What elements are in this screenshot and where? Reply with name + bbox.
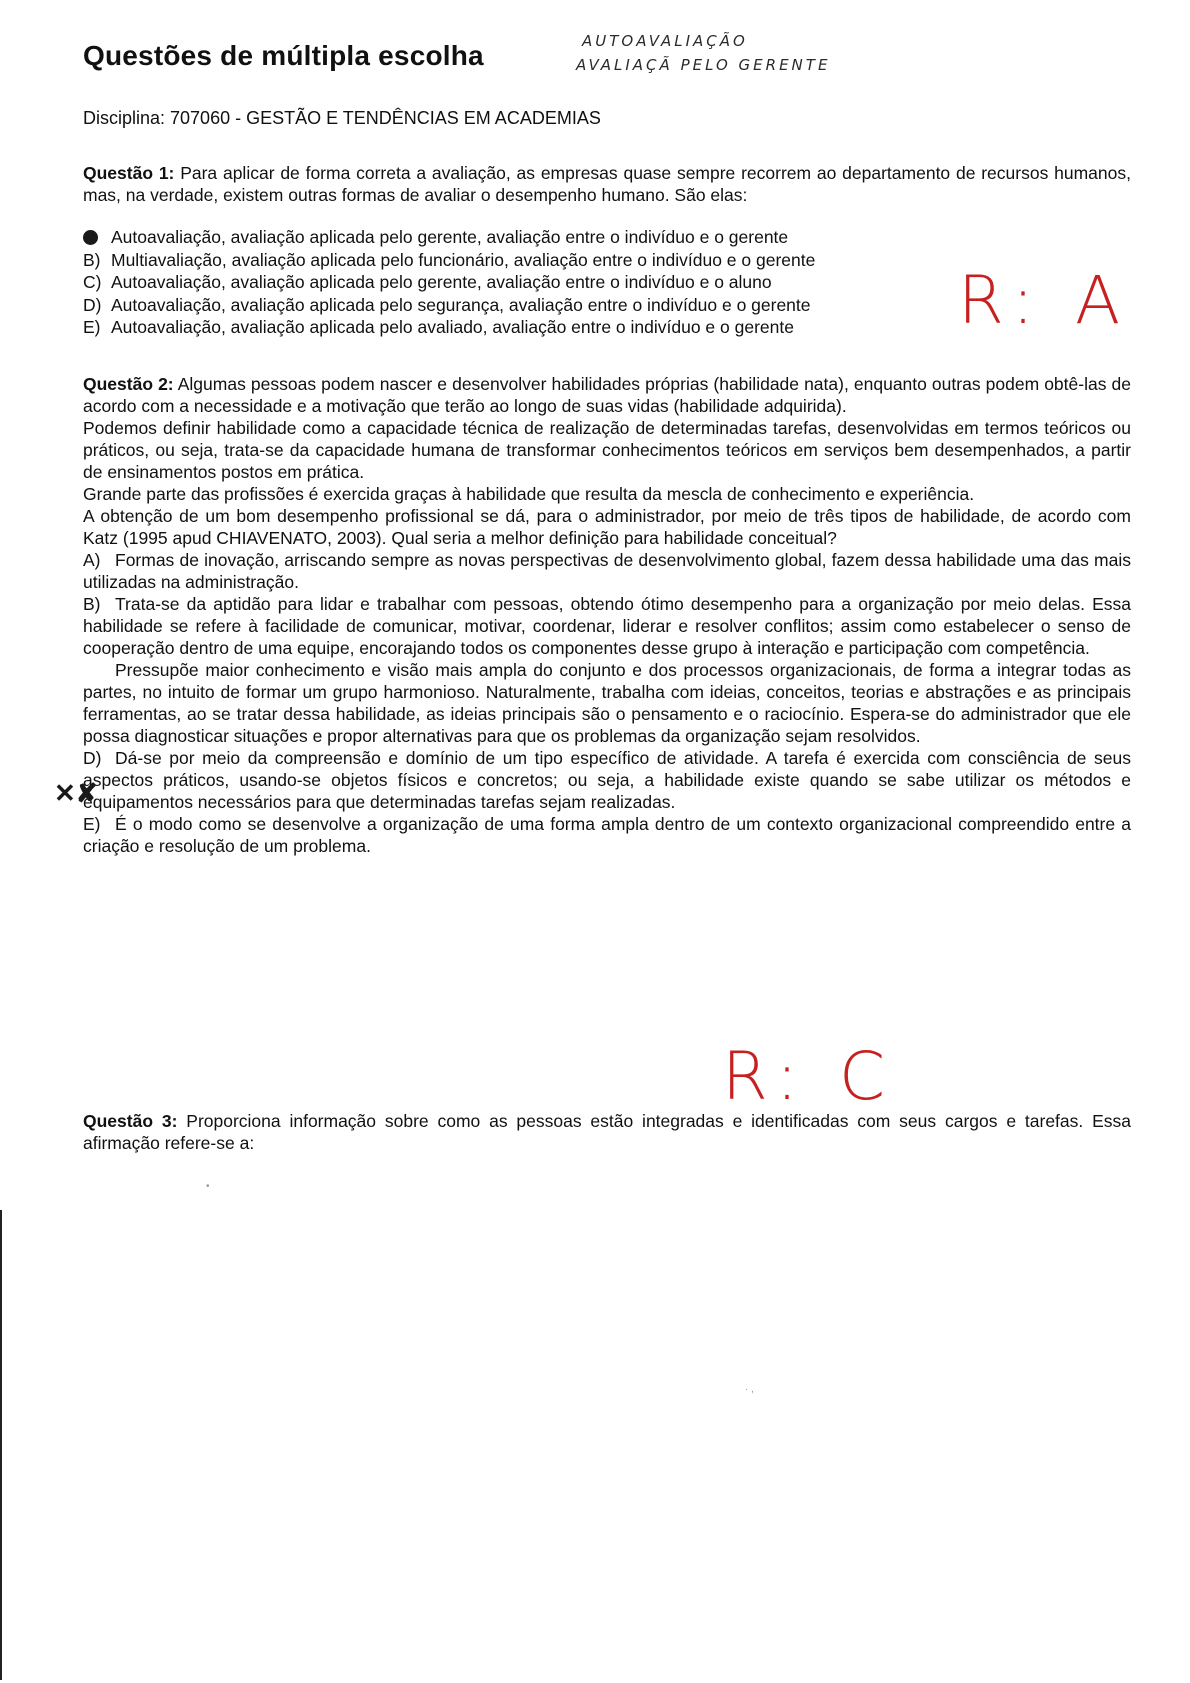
q1-option-c-text: Autoavaliação, avaliação aplicada pelo gerente, avaliação entre o indivíduo e o aluno	[111, 272, 772, 292]
handwritten-note-line1: AUTOAVALIAÇÃO	[582, 32, 748, 50]
q2-option-a[interactable]	[83, 549, 1131, 593]
q1-option-b-letter: B)	[83, 249, 101, 270]
q1-option-c-letter: C)	[83, 272, 102, 292]
question-2-p3: Grande parte das profissões é exercida graças à habilidade que resulta da mescla de conhecimento e experiência.	[83, 484, 975, 504]
q2-option-b[interactable]	[83, 593, 1131, 659]
q2-option-e[interactable]	[83, 813, 1131, 857]
question-3-text: Proporciona informação sobre como as pessoas estão integradas e identificadas com seus cargos e tarefas. Essa afirmação refere-se a:	[83, 1111, 1131, 1153]
scan-edge-line	[0, 1210, 2, 1680]
question-1-label: Questão 1:	[83, 163, 175, 183]
q2-option-e-text: É o modo como se desenvolve a organização de uma forma ampla dentro de um contexto organizacional compreendido entre a criação e resolução de um problema.	[83, 814, 1131, 856]
q2-option-e-letter: E)	[83, 814, 101, 834]
handwritten-answer-q1: R: A	[958, 262, 1131, 339]
q2-option-c-text: Pressupõe maior conhecimento e visão mais ampla do conjunto e dos processos organizacionais, de forma a integrar todas as partes, no intuito de formar um grupo harmonioso. Naturalmente, trabalha com ideias, conceitos, teorias e abstrações e as principais ferramentas, ao se tratar dessa habilidade, as ideias principais são o pensamento e o raciocínio. Espera-se do administrador que ele possa diagnosticar situações e propor alternativas para que os problemas da organização sejam resolvidos.	[83, 660, 1131, 746]
q2-option-a-text: Formas de inovação, arriscando sempre as novas perspectivas de desenvolvimento global, fazem dessa habilidade uma das mais utilizadas na administração.	[83, 550, 1131, 592]
question-3	[83, 1110, 1131, 1154]
q2-option-a-letter: A)	[83, 550, 101, 570]
q2-option-d-text: Dá-se por meio da compreensão e domínio de um tipo específico de atividade. A tarefa é exercida com consciência de seus aspectos práticos, usando-se objetos físicos e concretos; ou seja, a habilidade existe quando se sabe utilizar os métodos e equipamentos necessários para que determinadas tarefas sejam realizadas.	[83, 748, 1131, 812]
q2-option-b-letter: B)	[83, 594, 101, 614]
scan-speck: •	[206, 1181, 210, 1192]
question-2-p4: A obtenção de um bom desempenho profissional se dá, para o administrador, por meio de três tipos de habilidade, de acordo com Katz (1995 apud CHIAVENATO, 2003). Qual seria a melhor definição para habilidade conceitual?	[83, 506, 1131, 548]
scan-speck: · ,	[745, 1384, 754, 1395]
question-2	[83, 373, 1131, 857]
question-2-label: Questão 2:	[83, 374, 174, 394]
handwritten-answer-q2: R: C	[722, 1038, 896, 1115]
question-2-p1: Algumas pessoas podem nascer e desenvolver habilidades próprias (habilidade nata), enquanto outras podem obtê-las de acordo com a necessidade e a motivação que terão ao longo de suas vidas (habilidade adquirida).	[83, 374, 1131, 416]
page-title: Questões de múltipla escolha	[83, 40, 484, 71]
q1-option-e-text: Autoavaliação, avaliação aplicada pelo avaliado, avaliação entre o indivíduo e o gerente	[111, 317, 794, 337]
q1-option-b-text: Multiavaliação, avaliação aplicada pelo funcionário, avaliação entre o indivíduo e o gerente	[111, 249, 816, 270]
question-1-text: Para aplicar de forma correta a avaliação, as empresas quase sempre recorrem ao departamento de recursos humanos, mas, na verdade, existem outras formas de avaliar o desempenho humano. São elas:	[83, 163, 1131, 205]
discipline-line: Disciplina: 707060 - GESTÃO E TENDÊNCIAS EM ACADEMIAS	[83, 108, 601, 128]
q2-option-b-text: Trata-se da aptidão para lidar e trabalhar com pessoas, obtendo ótimo desempenho para a organização por meio delas. Essa habilidade se refere à facilidade de comunicar, motivar, coordenar, liderar e resolver conflitos; assim como estabelecer o senso de cooperação dentro de uma equipe, encorajando todos os componentes desse grupo à interação e participação com competência.	[83, 594, 1131, 658]
q1-option-e-letter: E)	[83, 317, 101, 337]
selected-answer-mark-icon	[83, 230, 98, 245]
question-2-p2: Podemos definir habilidade como a capacidade técnica de realização de determinadas tarefas, desenvolvidas em termos teóricos ou práticos, ou seja, trata-se da capacidade humana de transformar conhecimentos teóricos em serviços bem desempenhados, a partir de ensinamentos postos em prática.	[83, 418, 1131, 482]
q2-option-c[interactable]	[83, 659, 1131, 747]
q1-option-d-letter: D)	[83, 294, 102, 315]
handwritten-note-line2: AVALIAÇÃ PELO GERENTE	[576, 56, 831, 74]
q1-option-a-text: Autoavaliação, avaliação aplicada pelo gerente, avaliação entre o indivíduo e o gerente	[111, 227, 789, 247]
q1-option-a[interactable]	[83, 226, 1131, 249]
q2-option-d[interactable]	[83, 747, 1131, 813]
q1-option-d-text: Autoavaliação, avaliação aplicada pelo segurança, avaliação entre o indivíduo e o gerente	[111, 294, 811, 315]
question-3-label: Questão 3:	[83, 1111, 178, 1131]
q2-option-d-letter: D)	[83, 748, 102, 768]
crossed-out-mark-icon: ✕✘	[54, 778, 98, 808]
